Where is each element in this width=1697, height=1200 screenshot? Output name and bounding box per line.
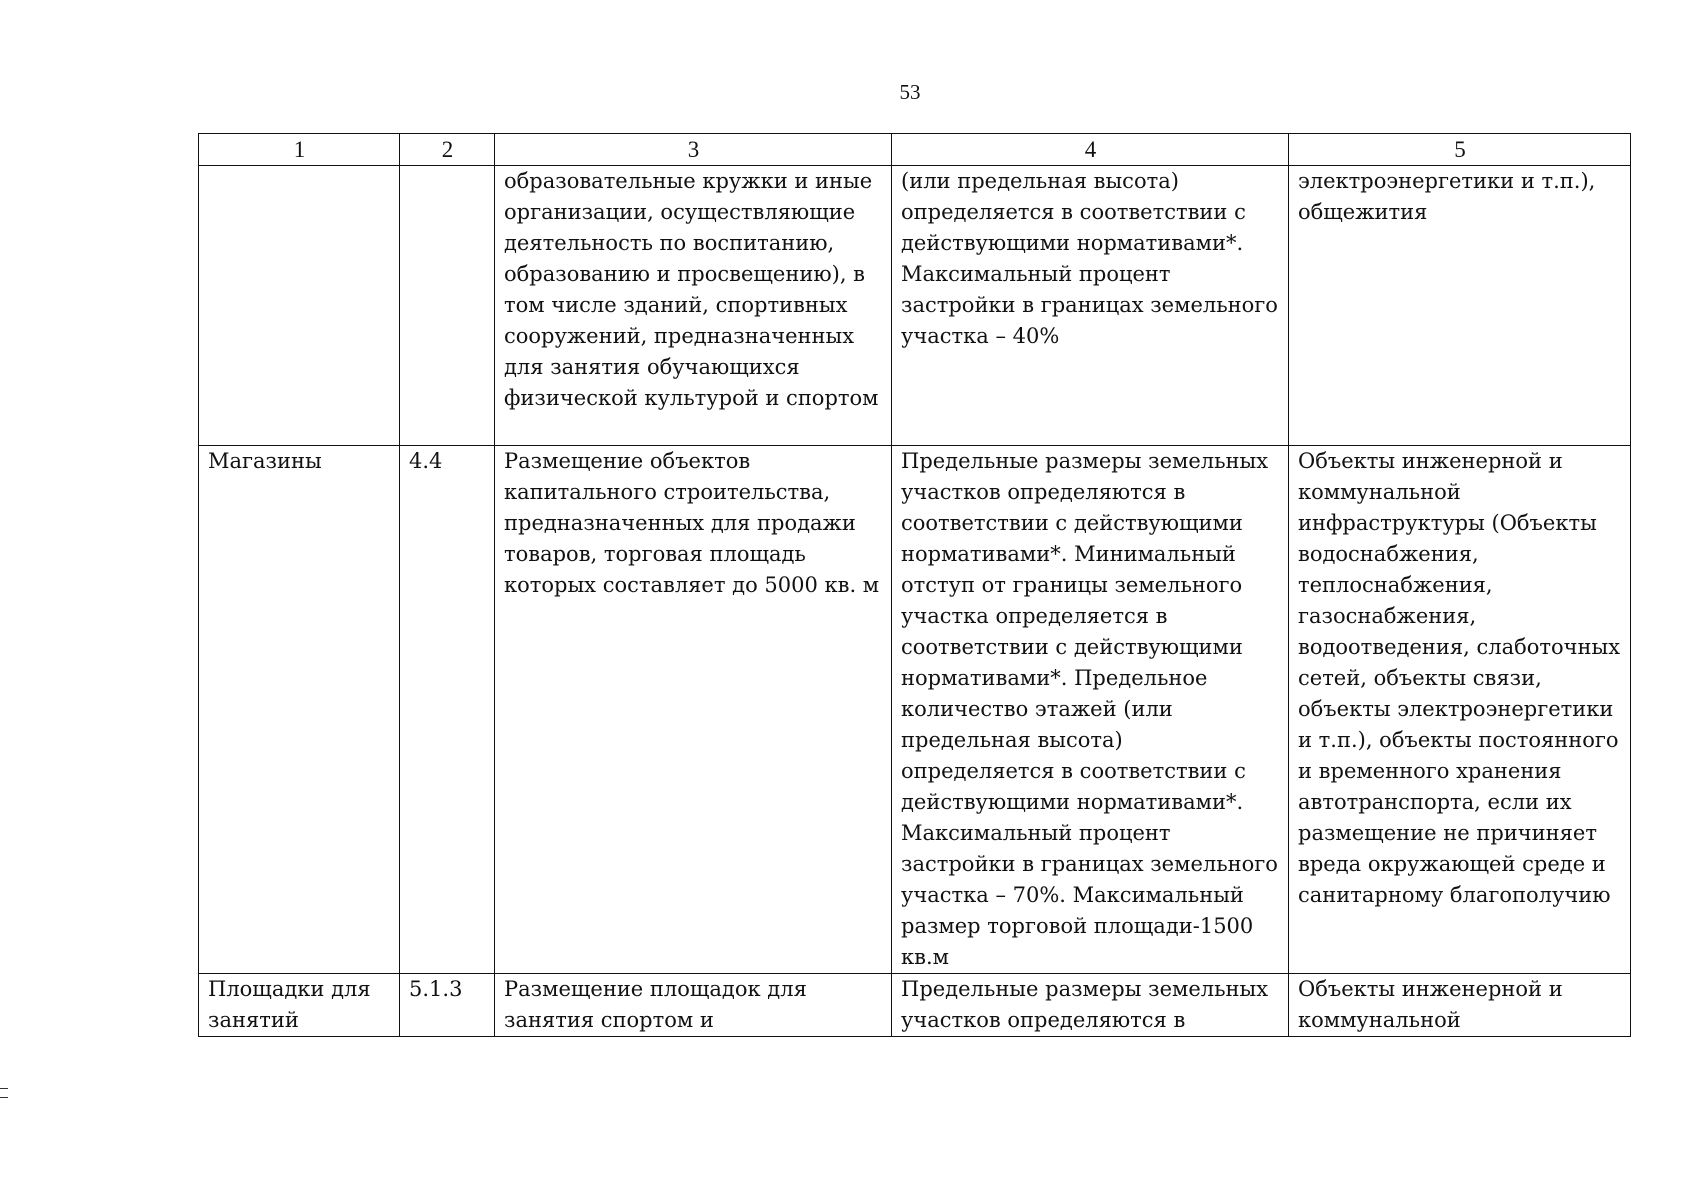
use-name-cell: [199, 166, 400, 446]
use-code-cell: 4.4: [400, 446, 495, 974]
use-name-cell: Площадки для занятий: [199, 974, 400, 1037]
page-number: 53: [899, 80, 921, 104]
auxiliary-uses-cell: Объекты инженерной и коммунальной инфраструктуры (Объекты водоснабжения, теплоснабжения, газоснабжения, водоотведения, слаботочных сетей, объекты связи, объекты электроэнергетики и т.п.), объекты постоянного и временного хранения автотранспорта, если их размещение не причиняет вреда окружающей среде и санитарному благополучию: [1289, 446, 1631, 974]
column-header-5: 5: [1289, 134, 1631, 166]
table-row: [199, 446, 1631, 974]
zoning-table: [198, 133, 1631, 1037]
auxiliary-uses-cell: электроэнергетики и т.п.), общежития: [1289, 166, 1631, 446]
use-name-cell: Магазины: [199, 446, 400, 974]
parameters-cell: Предельные размеры земельных участков определяются в: [892, 974, 1289, 1037]
use-description-cell: Размещение площадок для занятия спортом и: [495, 974, 892, 1037]
parameters-cell: Предельные размеры земельных участков определяются в соответствии с действующими нормативами*. Минимальный отступ от границы земельного участка определяется в соответствии с действующими нормативами*. Предельное количество этажей (или предельная высота) определяется в соответствии с действующими нормативами*. Максимальный процент застройки в границах земельного участка – 70%. Максимальный размер торговой площади-1500 кв.м: [892, 446, 1289, 974]
table-row: [199, 974, 1631, 1037]
table-row: [199, 166, 1631, 446]
column-header-1: 1: [199, 134, 400, 166]
use-description-cell: образовательные кружки и иные организации, осуществляющие деятельность по воспитанию, образованию и просвещению), в том числе зданий, спортивных сооружений, предназначенных для занятия обучающихся физической культурой и спортом: [495, 166, 892, 446]
use-description-cell: Размещение объектов капитального строительства, предназначенных для продажи товаров, торговая площадь которых составляет до 5000 кв. м: [495, 446, 892, 974]
use-code-cell: 5.1.3: [400, 974, 495, 1037]
parameters-cell: (или предельная высота) определяется в соответствии с действующими нормативами*. Максимальный процент застройки в границах земельного участка – 40%: [892, 166, 1289, 446]
auxiliary-uses-cell: Объекты инженерной и коммунальной: [1289, 974, 1631, 1037]
column-header-2: 2: [400, 134, 495, 166]
margin-mark: [0, 1088, 8, 1098]
column-header-4: 4: [892, 134, 1289, 166]
use-code-cell: [400, 166, 495, 446]
column-header-3: 3: [495, 134, 892, 166]
table-header-row: [199, 134, 1631, 166]
